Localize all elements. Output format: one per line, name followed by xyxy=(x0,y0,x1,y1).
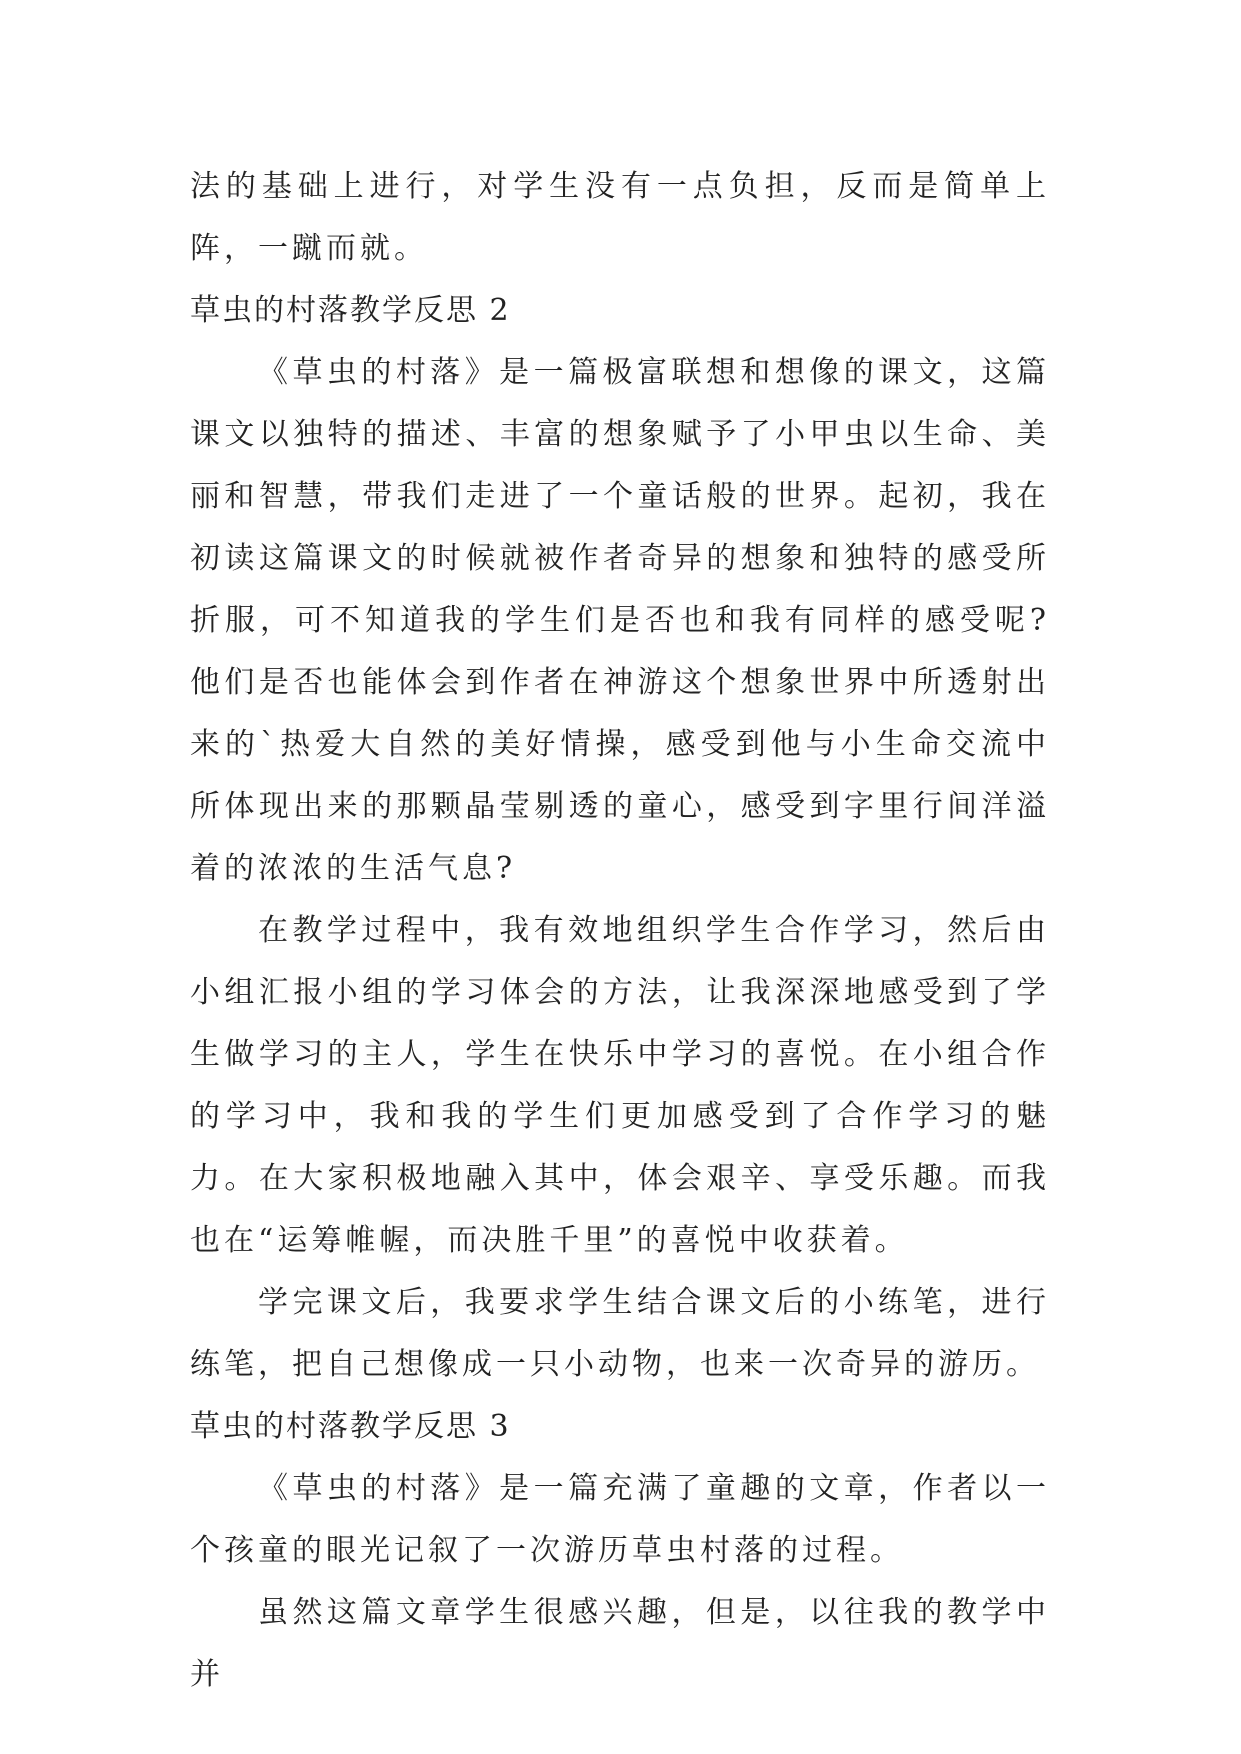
document-body xyxy=(190,156,1050,1706)
section-heading-2: 草虫的村落教学反思 2 xyxy=(190,293,511,328)
paragraph-intro-3: 《草虫的村落》是一篇充满了童趣的文章，作者以一个孩童的眼光记叙了一次游历草虫村落的过程。 xyxy=(190,1471,1050,1568)
section-heading-3: 草虫的村落教学反思 3 xyxy=(190,1409,511,1444)
paragraph-teaching-process: 在教学过程中，我有效地组织学生合作学习，然后由小组汇报小组的学习体会的方法，让我深深地感受到了学生做学习的主人，学生在快乐中学习的喜悦。在小组合作的学习中，我和我的学生们更加感受到了合作学习的魅力。在大家积极地融入其中，体会艰辛、享受乐趣。而我也在“运筹帷幄，而决胜千里”的喜悦中收获着。 xyxy=(190,913,1050,1258)
paragraph-continuation: 法的基础上进行，对学生没有一点负担，反而是简单上阵，一蹴而就。 xyxy=(190,169,1050,266)
paragraph-interest: 虽然这篇文章学生很感兴趣，但是，以往我的教学中并 xyxy=(190,1595,1050,1692)
paragraph-after-lesson: 学完课文后，我要求学生结合课文后的小练笔，进行练笔，把自己想像成一只小动物，也来一次奇异的游历。 xyxy=(190,1285,1050,1382)
paragraph-intro-2: 《草虫的村落》是一篇极富联想和想像的课文，这篇课文以独特的描述、丰富的想象赋予了小甲虫以生命、美丽和智慧，带我们走进了一个童话般的世界。起初，我在初读这篇课文的时候就被作者奇异的想象和独特的感受所折服，可不知道我的学生们是否也和我有同样的感受呢?他们是否也能体会到作者在神游这个想象世界中所透射出来的`热爱大自然的美好情操，感受到他与小生命交流中所体现出来的那颗晶莹剔透的童心，感受到字里行间洋溢着的浓浓的生活气息? xyxy=(190,355,1050,886)
